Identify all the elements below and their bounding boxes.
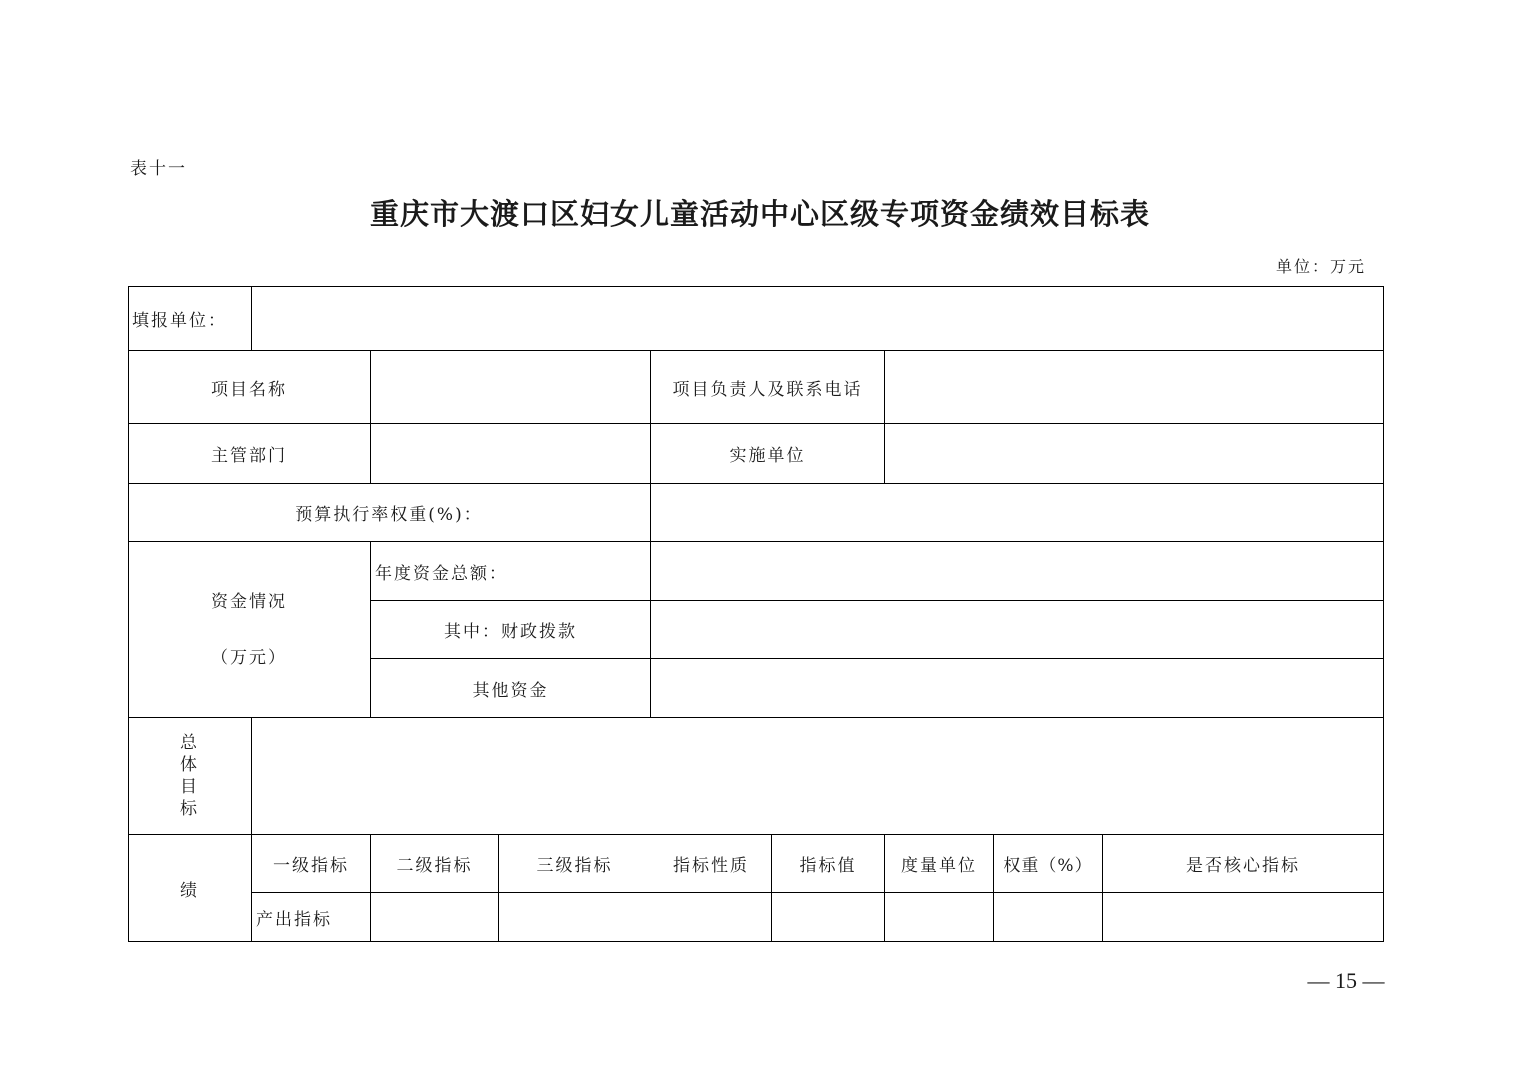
filler-unit-field[interactable] — [252, 287, 1383, 350]
annual-total-label: 年度资金总额： — [375, 563, 508, 584]
output-value-field[interactable] — [772, 893, 884, 941]
table-label: 表十一 — [130, 159, 187, 179]
output-nature-field[interactable] — [651, 893, 771, 941]
budget-rate-label: 预算执行率权重(%)： — [295, 505, 483, 525]
col-level1: 一级指标 — [273, 856, 349, 876]
funds-label: 资金情况 — [211, 591, 287, 612]
col-value: 指标值 — [799, 856, 857, 876]
budget-rate-field[interactable] — [651, 484, 1383, 541]
project-name-label: 项目名称 — [211, 379, 287, 400]
overall-goal-char: 总 — [180, 733, 199, 753]
other-funds-field[interactable] — [651, 659, 1383, 717]
overall-goal-char: 目 — [180, 777, 199, 797]
impl-unit-label: 实施单位 — [729, 446, 806, 466]
overall-goal-label — [128, 718, 251, 834]
filler-unit-label: 填报单位： — [132, 311, 227, 331]
output-measure-field[interactable] — [885, 893, 993, 941]
col-nature: 指标性质 — [673, 856, 749, 876]
output-level3-field[interactable] — [499, 893, 650, 941]
page-number: — 15 — — [1307, 968, 1385, 993]
fiscal-label: 其中：财政拨款 — [444, 622, 577, 642]
col-weight: 权重（%） — [1003, 856, 1093, 876]
fiscal-field[interactable] — [651, 601, 1383, 658]
project-leader-label: 项目负责人及联系电话 — [672, 379, 863, 400]
output-weight-field[interactable] — [994, 893, 1102, 941]
impl-unit-field[interactable] — [885, 424, 1383, 483]
col-core: 是否核心指标 — [1186, 856, 1300, 876]
overall-goal-char: 体 — [180, 755, 199, 775]
funds-unit: （万元） — [211, 647, 287, 668]
dept-field[interactable] — [371, 424, 650, 483]
annual-total-field[interactable] — [651, 542, 1383, 600]
overall-goal-field[interactable] — [252, 718, 1383, 834]
col-level2: 二级指标 — [396, 856, 473, 876]
output-indicator-label: 产出指标 — [256, 909, 332, 930]
output-core-field[interactable] — [1103, 893, 1383, 941]
overall-goal-char: 标 — [180, 799, 199, 819]
output-level2-field[interactable] — [371, 893, 498, 941]
unit-note: 单位：万元 — [1276, 257, 1367, 276]
dept-label: 主管部门 — [211, 446, 287, 466]
project-name-field[interactable] — [371, 351, 650, 423]
other-funds-label: 其他资金 — [472, 680, 549, 701]
col-level3: 三级指标 — [536, 856, 613, 876]
perf-label: 绩 — [180, 880, 199, 901]
page-title: 重庆市大渡口区妇女儿童活动中心区级专项资金绩效目标表 — [369, 197, 1150, 231]
funds-label-cell — [128, 542, 370, 717]
project-leader-field[interactable] — [885, 351, 1383, 423]
col-measure-unit: 度量单位 — [901, 856, 977, 876]
